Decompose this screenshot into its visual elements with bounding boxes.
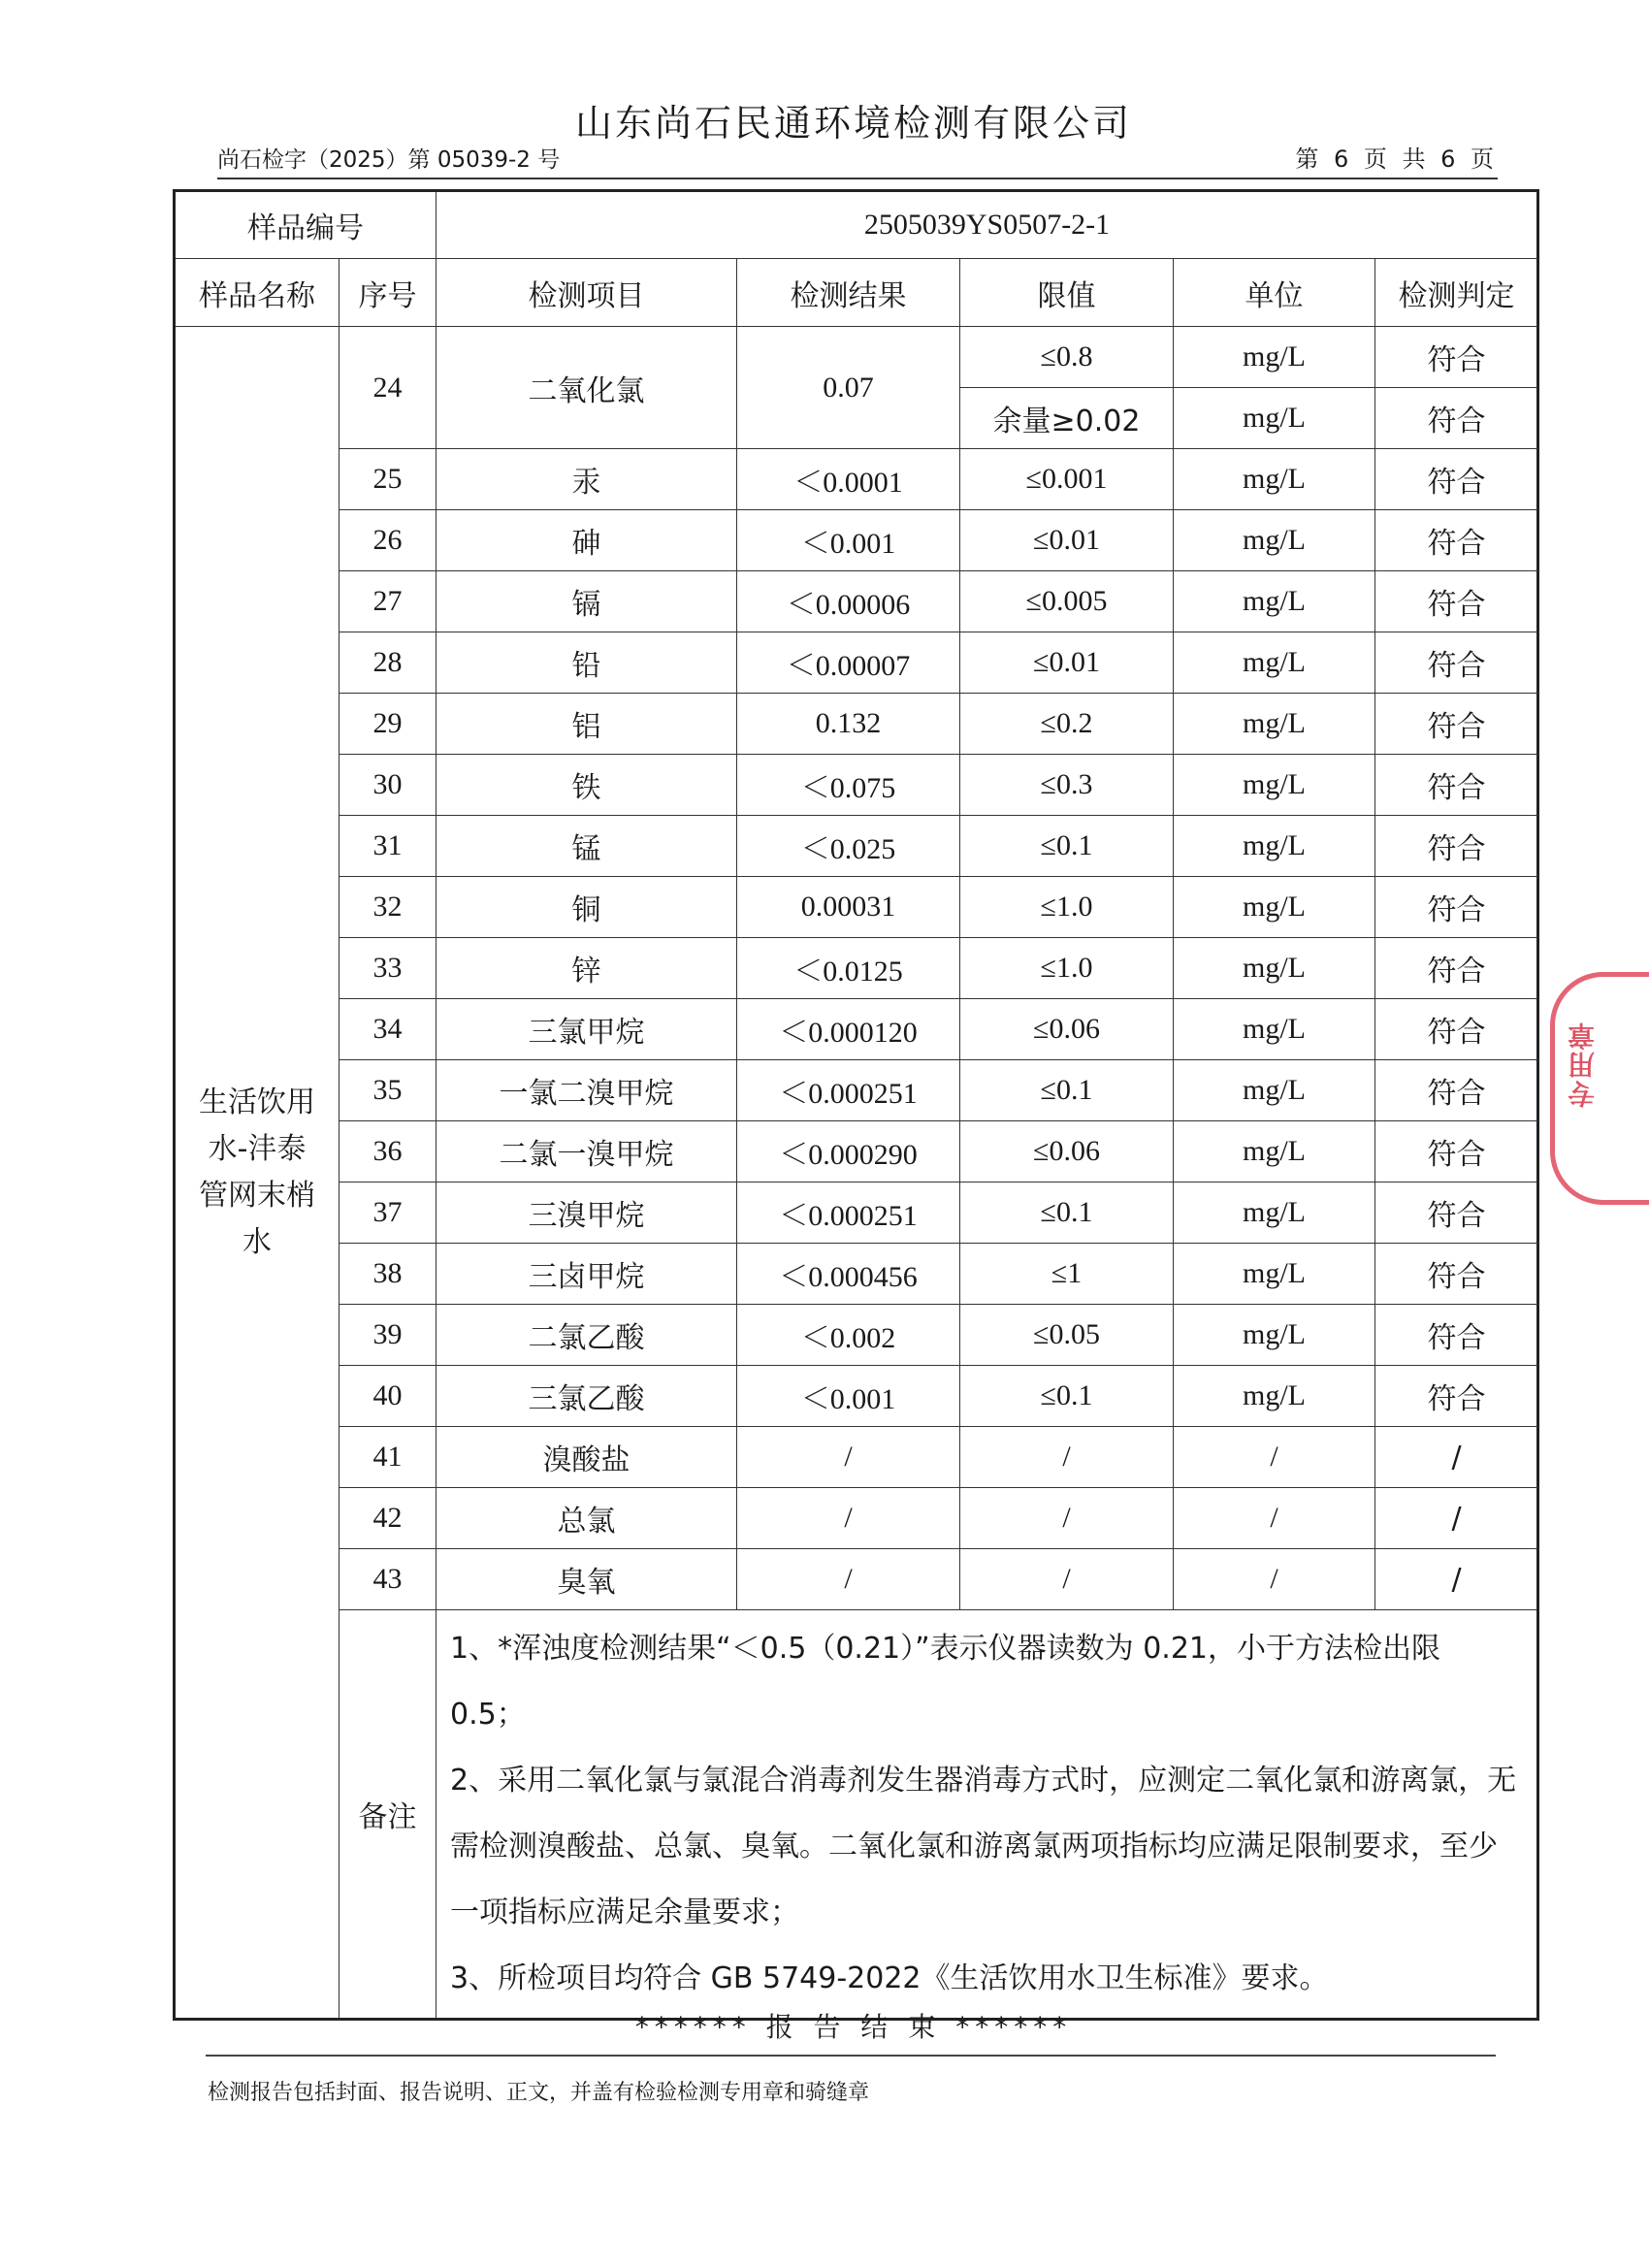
seal-text: 专用章 [1567, 1021, 1599, 1108]
seq-cell: 43 [340, 1549, 436, 1610]
unit-cell: mg/L [1174, 1366, 1375, 1427]
item-cell: 臭氧 [436, 1549, 737, 1610]
table-row [175, 694, 1538, 755]
note-line: 1、*浑浊度检测结果“＜0.5（0.21）”表示仪器读数为 0.21，小于方法检出限 0.5； [450, 1632, 1441, 1732]
seq-cell: 42 [340, 1488, 436, 1549]
item-cell: 铝 [436, 694, 737, 755]
limit-cell: ≤0.06 [960, 1121, 1174, 1183]
judgement-cell: 符合 [1375, 694, 1538, 755]
table-row [175, 938, 1538, 999]
item-cell: 镉 [436, 571, 737, 632]
unit-cell: / [1174, 1488, 1375, 1549]
report-number: 尚石检字（2025）第 05039-2 号 [217, 147, 561, 173]
result-cell: ＜0.000251 [737, 1183, 960, 1244]
item-cell: 铅 [436, 632, 737, 694]
col-unit: 单位 [1174, 259, 1375, 327]
result-cell: ＜0.0125 [737, 938, 960, 999]
seq-cell: 30 [340, 755, 436, 816]
judgement-cell: / [1375, 1427, 1538, 1488]
judgement-cell: 符合 [1375, 327, 1538, 388]
seq-cell: 27 [340, 571, 436, 632]
sample-name-line: 水 [242, 1224, 272, 1259]
table-row [175, 1427, 1538, 1488]
unit-cell: mg/L [1174, 388, 1375, 449]
item-cell: 铜 [436, 877, 737, 938]
limit-cell: ≤0.001 [960, 449, 1174, 510]
table-row [175, 327, 1538, 388]
seq-cell: 37 [340, 1183, 436, 1244]
seq-cell: 25 [340, 449, 436, 510]
judgement-cell: / [1375, 1549, 1538, 1610]
col-limit: 限值 [960, 259, 1174, 327]
judgement-cell: 符合 [1375, 1183, 1538, 1244]
limit-cell: ≤0.3 [960, 755, 1174, 816]
unit-cell: mg/L [1174, 694, 1375, 755]
result-cell: ＜0.025 [737, 816, 960, 877]
judgement-cell: / [1375, 1488, 1538, 1549]
sample-name-line: 生活饮用 [199, 1085, 315, 1119]
judgement-cell: 符合 [1375, 449, 1538, 510]
judgement-cell: 符合 [1375, 1060, 1538, 1121]
unit-cell: mg/L [1174, 999, 1375, 1060]
judgement-cell: 符合 [1375, 816, 1538, 877]
item-cell: 二氧化氯 [436, 327, 737, 449]
limit-cell: ≤1.0 [960, 877, 1174, 938]
seq-cell: 39 [340, 1305, 436, 1366]
judgement-cell: 符合 [1375, 1366, 1538, 1427]
page-number: 第 6 页 共 6 页 [1295, 146, 1498, 173]
note-line: 2、采用二氧化氯与氯混合消毒剂发生器消毒方式时，应测定二氧化氯和游离氯，无 [450, 1764, 1517, 1798]
col-sample-name: 样品名称 [175, 259, 340, 327]
table-row [175, 1488, 1538, 1549]
col-item: 检测项目 [436, 259, 737, 327]
limit-cell: ≤0.05 [960, 1305, 1174, 1366]
unit-cell: mg/L [1174, 571, 1375, 632]
item-cell: 锌 [436, 938, 737, 999]
sample-id-label: 样品编号 [175, 191, 436, 259]
seq-cell: 38 [340, 1244, 436, 1305]
item-cell: 三溴甲烷 [436, 1183, 737, 1244]
sample-id-value: 2505039YS0507-2-1 [436, 191, 1538, 259]
result-cell: ＜0.000456 [737, 1244, 960, 1305]
note-line: 一项指标应满足余量要求； [450, 1895, 799, 1929]
unit-cell: mg/L [1174, 1305, 1375, 1366]
note-line: 需检测溴酸盐、总氯、臭氧。二氧化氯和游离氯两项指标均应满足限制要求，至少 [450, 1830, 1498, 1863]
result-cell: ＜0.000290 [737, 1121, 960, 1183]
table-row [175, 1305, 1538, 1366]
limit-cell: ≤0.2 [960, 694, 1174, 755]
result-cell: 0.07 [737, 327, 960, 449]
col-result: 检测结果 [737, 259, 960, 327]
result-cell: ＜0.0001 [737, 449, 960, 510]
judgement-cell: 符合 [1375, 755, 1538, 816]
item-cell: 二氯一溴甲烷 [436, 1121, 737, 1183]
unit-cell: mg/L [1174, 1121, 1375, 1183]
item-cell: 溴酸盐 [436, 1427, 737, 1488]
limit-cell: ≤0.005 [960, 571, 1174, 632]
unit-cell: mg/L [1174, 938, 1375, 999]
item-cell: 二氯乙酸 [436, 1305, 737, 1366]
result-cell: / [737, 1549, 960, 1610]
seq-cell: 34 [340, 999, 436, 1060]
item-cell: 砷 [436, 510, 737, 571]
seq-cell: 36 [340, 1121, 436, 1183]
table-row [175, 632, 1538, 694]
seq-cell: 26 [340, 510, 436, 571]
seq-cell: 33 [340, 938, 436, 999]
seq-cell: 35 [340, 1060, 436, 1121]
table-row [175, 877, 1538, 938]
unit-cell: mg/L [1174, 449, 1375, 510]
results-table [173, 189, 1539, 2021]
result-cell: ＜0.000251 [737, 1060, 960, 1121]
unit-cell: / [1174, 1549, 1375, 1610]
unit-cell: mg/L [1174, 816, 1375, 877]
judgement-cell: 符合 [1375, 1305, 1538, 1366]
note-line: 3、所检项目均符合 GB 5749-2022《生活饮用水卫生标准》要求。 [450, 1961, 1329, 1995]
table-row [175, 999, 1538, 1060]
result-cell: ＜0.001 [737, 1366, 960, 1427]
limit-cell: / [960, 1488, 1174, 1549]
limit-cell: ≤0.1 [960, 1183, 1174, 1244]
limit-cell: / [960, 1549, 1174, 1610]
limit-cell: ≤0.1 [960, 1366, 1174, 1427]
unit-cell: mg/L [1174, 327, 1375, 388]
judgement-cell: 符合 [1375, 571, 1538, 632]
limit-cell: 余量≥0.02 [960, 388, 1174, 449]
notes-label: 备注 [340, 1610, 436, 2020]
result-cell: ＜0.075 [737, 755, 960, 816]
result-cell: ＜0.00007 [737, 632, 960, 694]
limit-cell: / [960, 1427, 1174, 1488]
seq-cell: 29 [340, 694, 436, 755]
table-row [175, 1366, 1538, 1427]
unit-cell: mg/L [1174, 1183, 1375, 1244]
sample-name-cell [175, 327, 340, 2020]
limit-cell: ≤0.8 [960, 327, 1174, 388]
result-cell: ＜0.002 [737, 1305, 960, 1366]
result-cell: 0.00031 [737, 877, 960, 938]
item-cell: 铁 [436, 755, 737, 816]
table-row [175, 449, 1538, 510]
sample-name-line: 管网末梢 [199, 1178, 315, 1213]
table-row [175, 755, 1538, 816]
seq-cell: 28 [340, 632, 436, 694]
limit-cell: ≤1 [960, 1244, 1174, 1305]
limit-cell: ≤1.0 [960, 938, 1174, 999]
unit-cell: mg/L [1174, 755, 1375, 816]
sample-name-line: 水-沣泰 [208, 1131, 307, 1166]
limit-cell: ≤0.06 [960, 999, 1174, 1060]
notes-content [436, 1610, 1538, 2020]
report-header-row [217, 139, 1498, 179]
table-row [175, 571, 1538, 632]
limit-cell: ≤0.01 [960, 510, 1174, 571]
unit-cell: mg/L [1174, 877, 1375, 938]
table-row [175, 1060, 1538, 1121]
item-cell: 总氯 [436, 1488, 737, 1549]
footer-note: 检测报告包括封面、报告说明、正文，并盖有检验检测专用章和骑缝章 [208, 2081, 870, 2105]
table-row [175, 510, 1538, 571]
table-row [175, 1121, 1538, 1183]
judgement-cell: 符合 [1375, 1121, 1538, 1183]
seq-cell: 31 [340, 816, 436, 877]
limit-cell: ≤0.1 [960, 816, 1174, 877]
result-cell: ＜0.00006 [737, 571, 960, 632]
report-end-mark: ****** 报 告 结 束 ****** [634, 2011, 1073, 2043]
result-cell: ＜0.000120 [737, 999, 960, 1060]
unit-cell: mg/L [1174, 510, 1375, 571]
result-cell: 0.132 [737, 694, 960, 755]
footer-divider [206, 2055, 1496, 2057]
judgement-cell: 符合 [1375, 938, 1538, 999]
company-title: 山东尚石民通环境检测有限公司 [574, 102, 1132, 145]
unit-cell: / [1174, 1427, 1375, 1488]
table-row [175, 1549, 1538, 1610]
judgement-cell: 符合 [1375, 510, 1538, 571]
limit-cell: ≤0.01 [960, 632, 1174, 694]
result-cell: / [737, 1427, 960, 1488]
sample-id-row [175, 191, 1538, 259]
col-judgement: 检测判定 [1375, 259, 1538, 327]
column-header-row [175, 259, 1538, 327]
table-row [175, 816, 1538, 877]
unit-cell: mg/L [1174, 632, 1375, 694]
judgement-cell: 符合 [1375, 388, 1538, 449]
notes-row [175, 1610, 1538, 2020]
judgement-cell: 符合 [1375, 877, 1538, 938]
item-cell: 锰 [436, 816, 737, 877]
item-cell: 一氯二溴甲烷 [436, 1060, 737, 1121]
seq-cell: 24 [340, 327, 436, 449]
unit-cell: mg/L [1174, 1060, 1375, 1121]
item-cell: 三卤甲烷 [436, 1244, 737, 1305]
seq-cell: 41 [340, 1427, 436, 1488]
seq-cell: 32 [340, 877, 436, 938]
limit-cell: ≤0.1 [960, 1060, 1174, 1121]
judgement-cell: 符合 [1375, 632, 1538, 694]
item-cell: 三氯乙酸 [436, 1366, 737, 1427]
result-cell: / [737, 1488, 960, 1549]
judgement-cell: 符合 [1375, 999, 1538, 1060]
item-cell: 汞 [436, 449, 737, 510]
item-cell: 三氯甲烷 [436, 999, 737, 1060]
table-row [175, 1244, 1538, 1305]
unit-cell: mg/L [1174, 1244, 1375, 1305]
result-cell: ＜0.001 [737, 510, 960, 571]
judgement-cell: 符合 [1375, 1244, 1538, 1305]
table-row [175, 1183, 1538, 1244]
col-seq: 序号 [340, 259, 436, 327]
seq-cell: 40 [340, 1366, 436, 1427]
